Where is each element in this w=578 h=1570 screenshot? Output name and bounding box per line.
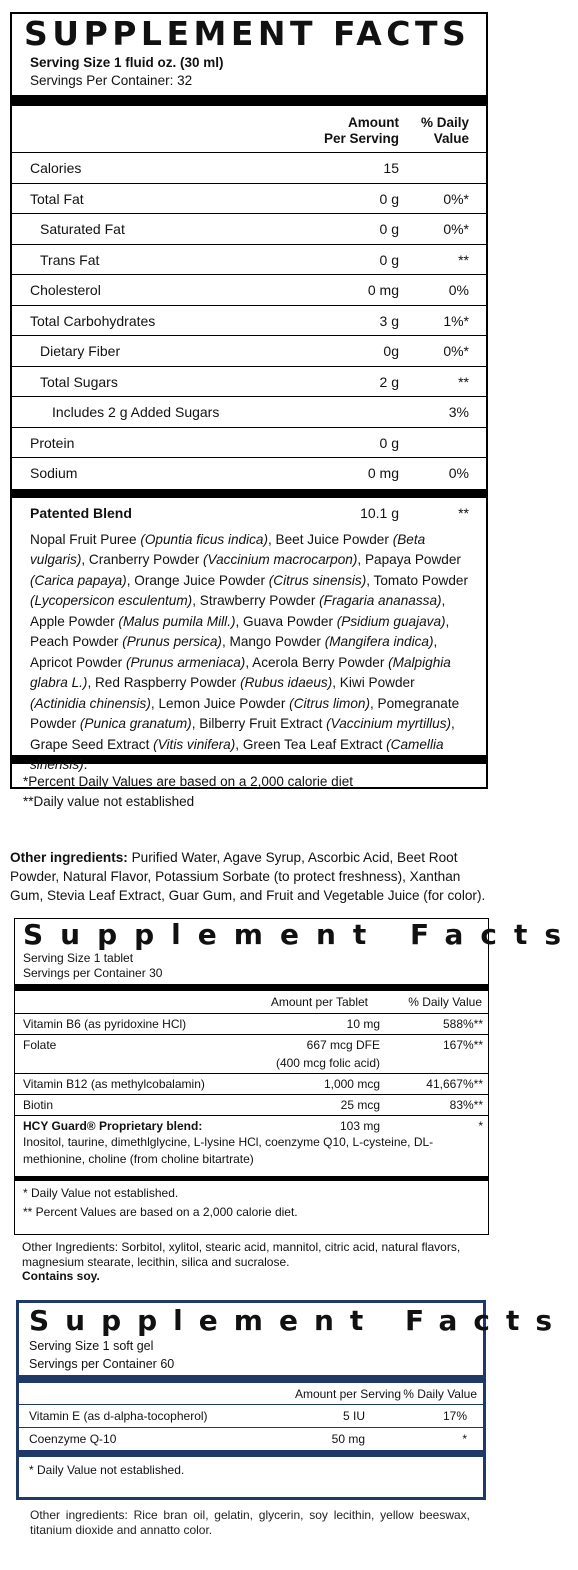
nutrient-amount-detail: (400 mcg folic acid)	[275, 1056, 380, 1070]
panel-3-column-header	[19, 1383, 483, 1405]
ingredient-latin-name: (Mangifera indica)	[324, 634, 434, 649]
vitamin-b6-row	[15, 1014, 488, 1035]
nutrient-name: Folate	[23, 1038, 57, 1052]
nutrient-amount: 0 mg	[367, 465, 399, 481]
ingredient-latin-name: (Vaccinium macrocarpon)	[203, 552, 358, 567]
panel-2-dv-header: % Daily Value	[408, 995, 482, 1009]
panel-1-servings-per-container: Servings Per Container: 32	[30, 73, 193, 88]
other-ingredients-1-text: Purified Water, Agave Syrup, Ascorbic Acid, Beet Root Powder, Natural Flavor, Potassium Sorbate (to protect freshness), Xanthan Gum, Stevia Leaf Extract, Guar Gum, and Fruit and Vegetable Juice (for color).	[10, 850, 486, 903]
nutrient-dv: 0%*	[443, 190, 469, 207]
ingredient-name: , Papaya Powder	[357, 552, 461, 567]
folate-row	[15, 1035, 488, 1074]
panel-1-column-header	[12, 106, 486, 153]
hcy-guard-blend-row	[15, 1116, 488, 1176]
nutrient-row	[12, 367, 486, 398]
ingredient-latin-name: (Beta vulgaris)	[30, 531, 426, 567]
ingredient-name: , Pomegranate Powder	[30, 695, 460, 731]
nutrient-dv: 167%**	[442, 1038, 483, 1052]
nutrient-amount: 1,000 mcg	[323, 1077, 380, 1091]
supplement-facts-panel-1	[10, 12, 488, 809]
nutrient-name: Calories	[30, 160, 82, 176]
nutrient-name: Includes 2 g Added Sugars	[52, 404, 220, 420]
nutrient-amount: 0 mg	[367, 282, 399, 298]
nutrient-name: Total Fat	[30, 190, 84, 207]
ingredient-latin-name: (Vaccinium myrtillus)	[326, 716, 452, 731]
nutrient-amount: 25 mcg	[340, 1098, 380, 1112]
nutrient-name: Biotin	[23, 1098, 54, 1112]
ingredient-name: , Mango Powder	[221, 634, 325, 649]
nutrient-dv: **	[458, 251, 469, 268]
nutrient-amount: 0 g	[379, 434, 399, 451]
panel-2-footnotes	[15, 1181, 488, 1222]
nutrient-dv: 0%	[448, 465, 469, 481]
vitamin-e-row	[19, 1405, 483, 1428]
panel-2-serving-size: Serving Size 1 tablet	[23, 951, 134, 965]
ingredient-name: , Strawberry Powder	[192, 593, 320, 608]
ingredient-name: , Guava Powder	[235, 613, 337, 629]
ingredient-name: , Tomato Powder	[366, 572, 468, 588]
nutrient-row	[12, 153, 486, 184]
nutrient-name: Total Carbohydrates	[30, 312, 156, 329]
panel-1-thick-divider	[12, 95, 486, 106]
nutrient-row	[12, 245, 486, 276]
ingredient-name: , Lemon Juice Powder	[150, 695, 290, 711]
blend-amount: 10.1 g	[360, 504, 399, 521]
panel-1-title: SUPPLEMENT FACTS	[24, 14, 471, 53]
ingredient-latin-name: (Rubus idaeus)	[240, 675, 333, 690]
ingredient-latin-name: (Prunus persica)	[122, 634, 222, 649]
biotin-row	[15, 1095, 488, 1116]
nutrient-row	[12, 275, 486, 306]
ingredient-name: , Green Tea Leaf Extract	[235, 736, 387, 752]
nutrient-dv: 588%**	[442, 1017, 483, 1031]
ingredient-latin-name: (Punica granatum)	[79, 716, 192, 731]
panel-1-nutrient-rows	[12, 153, 486, 489]
amount-per-serving-header: Amount per Serving	[294, 1387, 401, 1401]
other-ingredients-2	[22, 1240, 470, 1284]
ingredient-name: , Beet Juice Powder	[268, 531, 393, 547]
nutrient-amount: 0 g	[379, 221, 399, 237]
nutrient-name: Protein	[30, 434, 75, 451]
vitamin-b12-row	[15, 1074, 488, 1095]
nutrient-dv: 0%	[448, 282, 469, 298]
amount-per-serving-header	[324, 115, 399, 147]
ingredient-latin-name: (Citrus limon)	[289, 695, 370, 711]
blend-dv: *	[478, 1119, 483, 1133]
panel-2-servings-per-container: Servings per Container 30	[23, 966, 163, 980]
ingredient-latin-name: (Lycopersicon esculentum)	[30, 593, 193, 608]
ingredient-latin-name: (Malpighia glabra L.)	[30, 654, 451, 690]
nutrient-dv: 0%*	[443, 221, 469, 237]
nutrient-dv: 0%*	[443, 343, 469, 359]
blend-ingredient-list	[12, 528, 486, 772]
amount-header-line1: Amount	[348, 115, 399, 130]
amount-per-tablet-header: Amount per Tablet	[270, 995, 368, 1009]
other-ingredients-1-label: Other ingredients:	[10, 850, 128, 865]
nutrient-row	[12, 184, 486, 215]
nutrient-amount: 2 g	[379, 373, 399, 390]
nutrient-dv: **	[458, 373, 469, 390]
ingredient-name: .	[83, 757, 88, 772]
nutrient-name: Cholesterol	[30, 282, 101, 298]
nutrient-row	[12, 397, 486, 428]
amount-header-line2: Per Serving	[323, 131, 399, 146]
nutrient-amount: 0 g	[379, 251, 399, 268]
nutrient-dv: 3%	[448, 404, 469, 420]
nutrient-name: Vitamin E (as d-alpha-tocopherol)	[29, 1409, 208, 1423]
panel-2-title: Supplement Facts	[23, 918, 578, 951]
nutrient-amount: 3 g	[379, 312, 399, 329]
ingredient-latin-name: (Citrus sinensis)	[268, 572, 367, 588]
dv-header-line1: % Daily	[420, 115, 469, 130]
blend-name: Patented Blend	[30, 504, 132, 521]
panel-2-thick-divider	[15, 984, 488, 991]
nutrient-amount: 0g	[383, 343, 399, 359]
panel-2-column-header	[15, 991, 488, 1014]
ingredient-name: , Red Raspberry Powder	[87, 675, 241, 690]
ingredient-name: Nopal Fruit Puree	[30, 531, 141, 547]
nutrient-amount: 667 mcg DFE	[306, 1038, 380, 1052]
panel-3-footnote: * Daily Value not established.	[29, 1463, 185, 1477]
nutrient-name: Trans Fat	[40, 251, 100, 268]
nutrient-dv: *	[462, 1432, 467, 1446]
nutrient-row	[12, 428, 486, 459]
panel-1-thick-divider-2	[12, 489, 486, 498]
panel-3-servings-per-container: Servings per Container 60	[29, 1357, 175, 1371]
nutrient-name: Dietary Fiber	[40, 343, 121, 359]
blend-name: HCY Guard® Proprietary blend:	[23, 1119, 203, 1133]
ingredient-name: , Kiwi Powder	[332, 675, 415, 690]
ingredient-name: , Acerola Berry Powder	[245, 654, 389, 670]
nutrient-name: Coenzyme Q-10	[29, 1432, 117, 1446]
coenzyme-q10-row	[19, 1428, 483, 1451]
nutrient-row	[12, 214, 486, 245]
ingredient-latin-name: (Psidium guajava)	[336, 613, 446, 629]
nutrient-row	[12, 306, 486, 337]
supplement-facts-panel-3	[16, 1300, 569, 1500]
nutrient-dv: 17%	[442, 1409, 467, 1423]
contains-soy-notice: Contains soy.	[22, 1269, 100, 1283]
nutrient-name: Sodium	[30, 465, 78, 481]
blend-ingredients: Inositol, taurine, dimethlglycine, L-lysine HCl, coenzyme Q10, L-cysteine, DL-methionine, choline (from choline bitartrate)	[23, 1135, 434, 1166]
ingredient-name: , Apricot Powder	[30, 634, 438, 670]
nutrient-amount: 10 mg	[346, 1017, 380, 1031]
footnote-percent-dv: *Percent Daily Values are based on a 2,000 calorie diet	[23, 773, 353, 789]
ingredient-latin-name: (Carica papaya)	[30, 572, 127, 588]
footnote-percent-dv: ** Percent Values are based on a 2,000 calorie diet.	[23, 1205, 298, 1219]
footnote-not-established: **Daily value not established	[23, 793, 195, 809]
ingredient-name: , Apple Powder	[30, 593, 446, 629]
other-ingredients-1	[10, 848, 494, 905]
nutrient-amount: 15	[383, 160, 399, 176]
ingredient-latin-name: (Camellia sinensis)	[30, 736, 444, 772]
panel-1-serving-size: Serving Size 1 fluid oz. (30 ml)	[30, 55, 224, 70]
footnote-not-established: * Daily Value not established.	[23, 1186, 179, 1200]
ingredient-latin-name: (Opuntia ficus indica)	[140, 531, 268, 547]
nutrient-name: Saturated Fat	[40, 221, 125, 237]
nutrient-row	[12, 336, 486, 367]
nutrient-row	[12, 458, 486, 489]
ingredient-latin-name: (Fragaria ananassa)	[319, 593, 442, 608]
ingredient-name: , Grape Seed Extract	[30, 716, 455, 752]
nutrient-amount: 50 mg	[331, 1432, 365, 1446]
nutrient-amount: 5 IU	[342, 1409, 365, 1423]
panel-3-serving-size: Serving Size 1 soft gel	[29, 1339, 154, 1353]
blend-dv: **	[458, 504, 469, 521]
ingredient-name: , Orange Juice Powder	[126, 572, 269, 588]
ingredient-latin-name: (Prunus armeniaca)	[125, 654, 246, 670]
nutrient-name: Total Sugars	[40, 373, 118, 390]
ingredient-name: , Peach Powder	[30, 613, 450, 649]
panel-3-title: Supplement Facts	[29, 1304, 569, 1337]
ingredient-latin-name: (Malus pumila Mill.)	[118, 613, 236, 629]
supplement-facts-panel-2	[14, 918, 578, 1235]
ingredient-name: , Bilberry Fruit Extract	[191, 716, 327, 731]
dv-header-line2: Value	[433, 131, 469, 146]
other-ingredients-2-text: Other Ingredients: Sorbitol, xylitol, stearic acid, mannitol, citric acid, natural flavors, magnesium stearate, lecithin, silica and sucralose.	[22, 1240, 461, 1269]
nutrient-name: Vitamin B12 (as methylcobalamin)	[23, 1077, 205, 1091]
ingredient-name: , Cranberry Powder	[81, 552, 204, 567]
nutrient-dv: 41,667%**	[426, 1077, 483, 1091]
patented-blend-row	[12, 498, 486, 528]
daily-value-header	[421, 115, 469, 147]
ingredient-latin-name: (Actinidia chinensis)	[30, 695, 151, 711]
nutrient-amount: 0 g	[379, 190, 399, 207]
nutrient-name: Vitamin B6 (as pyridoxine HCl)	[23, 1017, 187, 1031]
nutrient-dv: 1%*	[443, 312, 469, 329]
nutrient-dv: 83%**	[449, 1098, 483, 1112]
panel-3-dv-header: % Daily Value	[403, 1387, 477, 1401]
blend-amount: 103 mg	[339, 1119, 380, 1133]
ingredient-latin-name: (Vitis vinifera)	[153, 736, 236, 752]
other-ingredients-3: Other ingredients: Rice bran oil, gelatin, glycerin, soy lecithin, yellow beeswax, titanium dioxide and annatto color.	[30, 1508, 470, 1537]
panel-3-thick-divider	[19, 1375, 483, 1383]
